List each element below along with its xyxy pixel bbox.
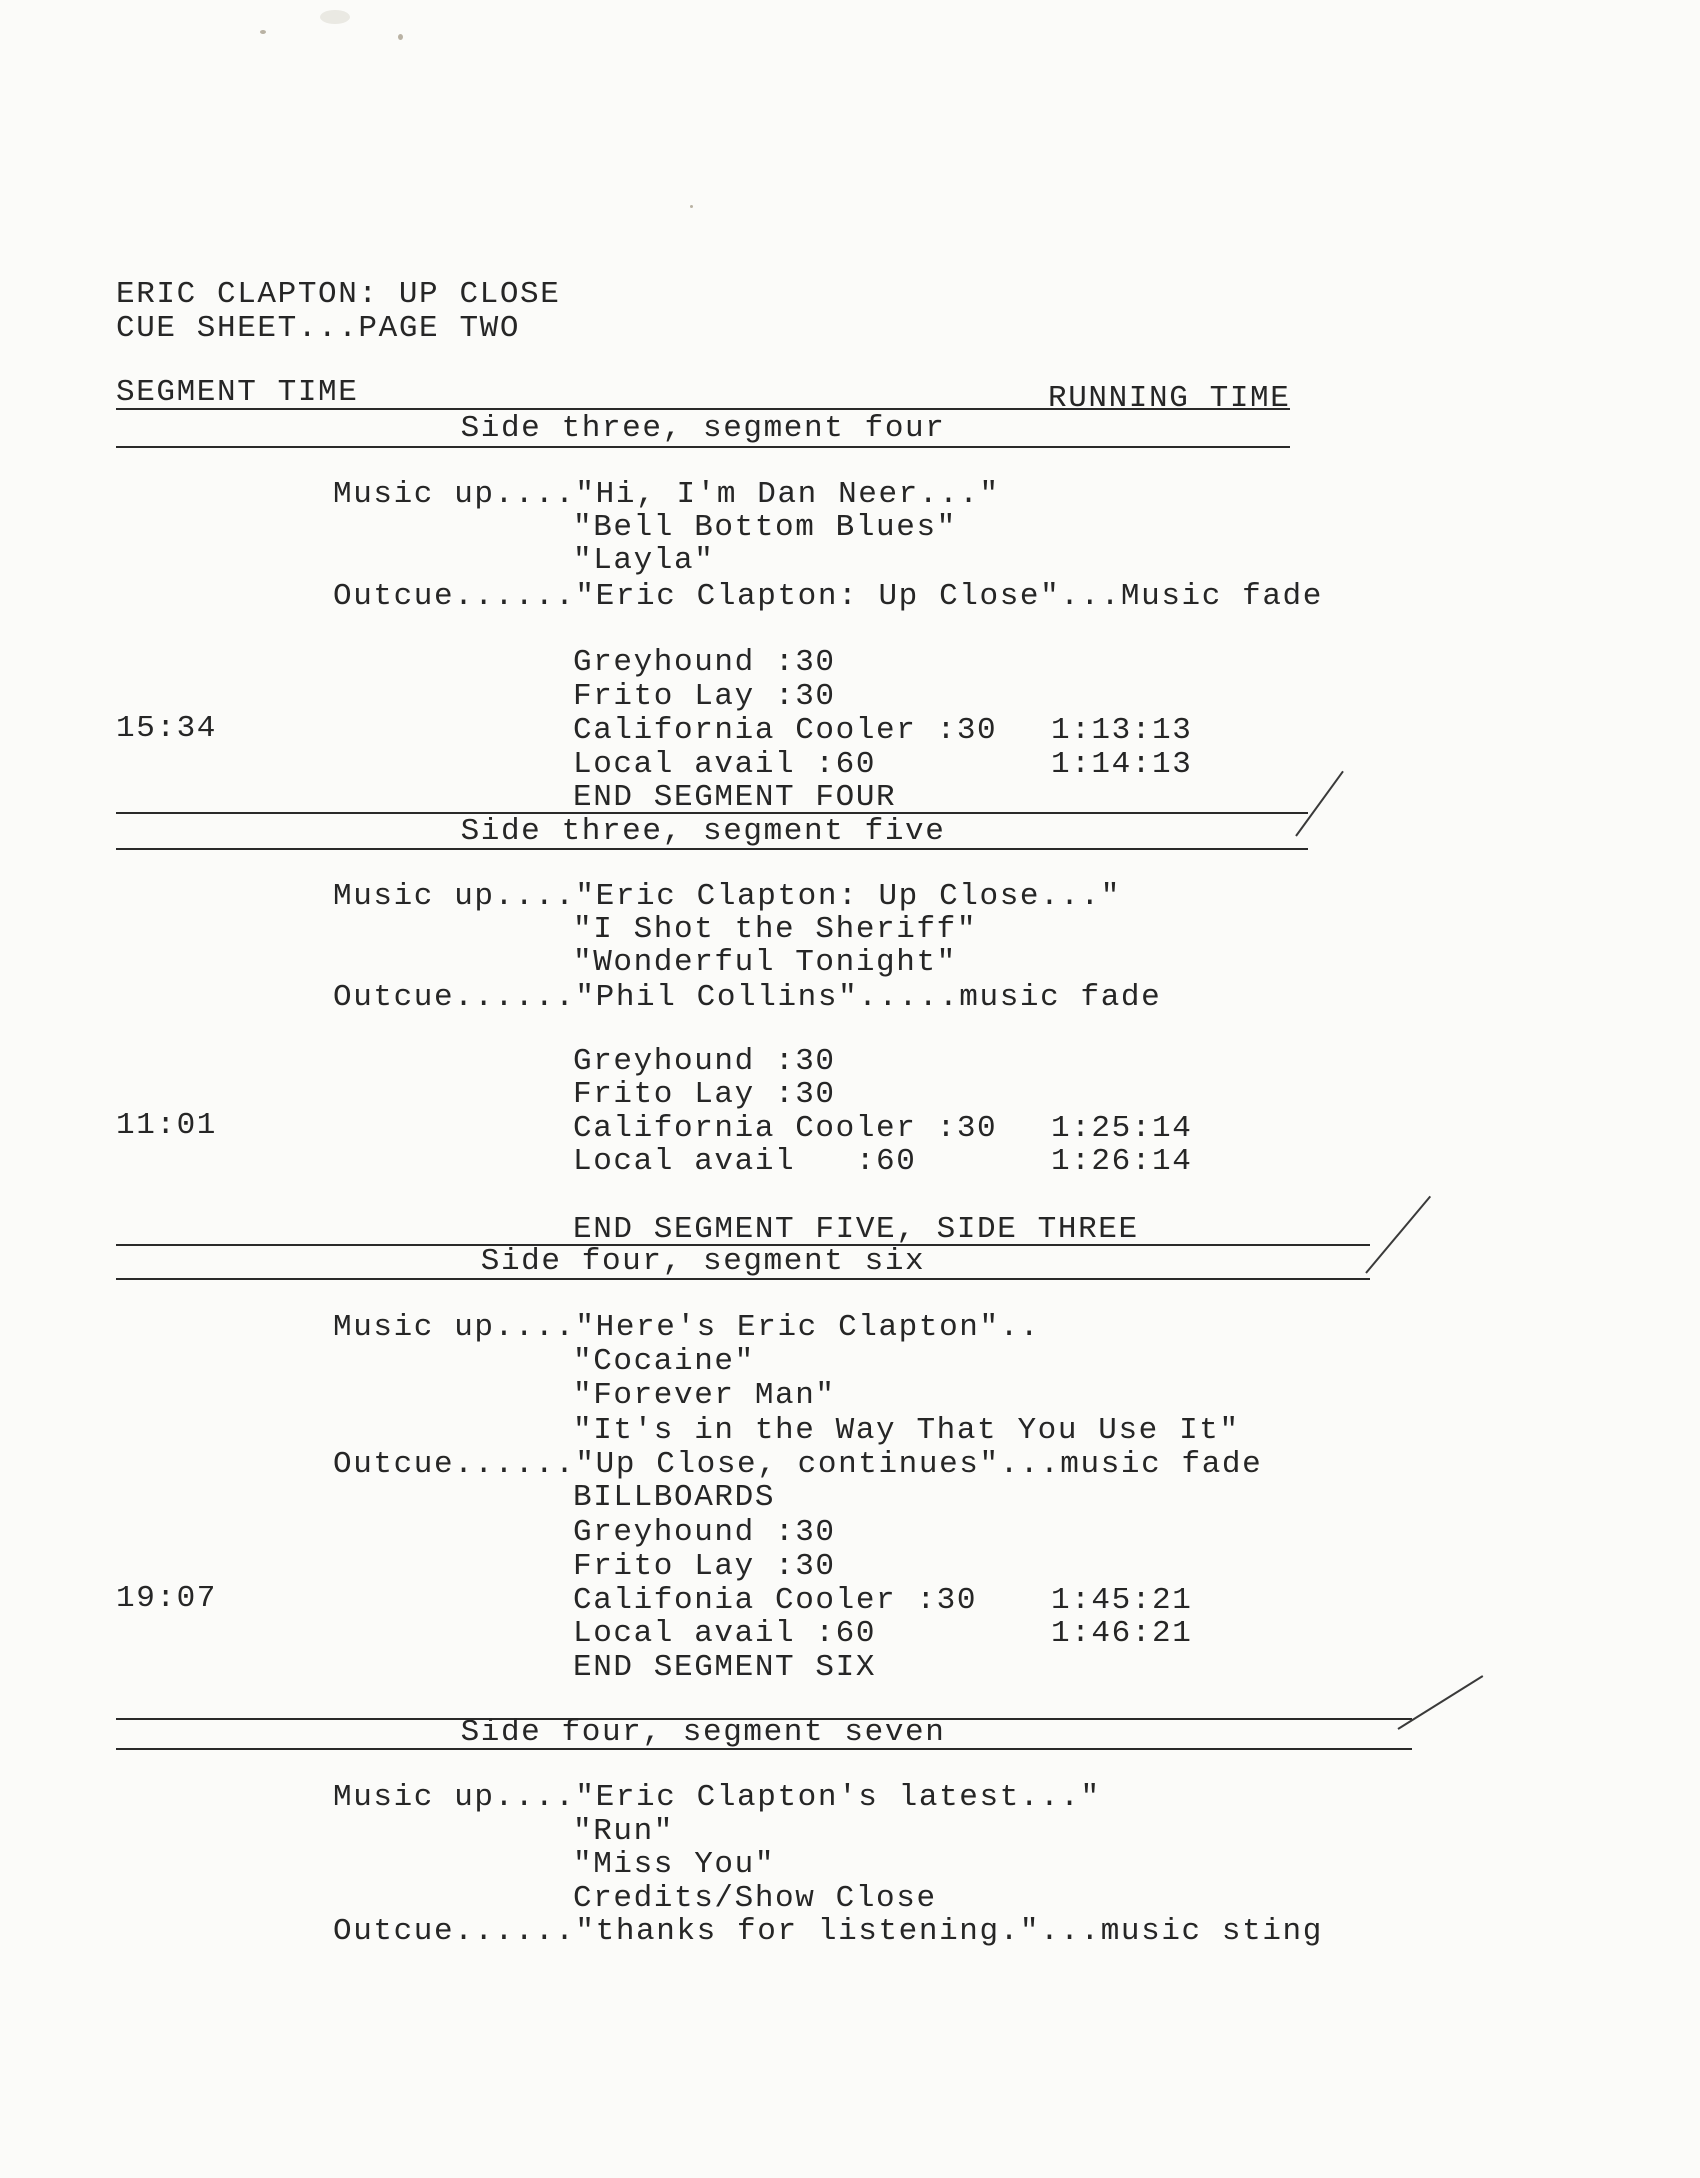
running-time-value: 1:25:14 xyxy=(1051,1111,1193,1146)
segment-time-value: 15:34 xyxy=(116,711,218,746)
paper-stain xyxy=(320,10,350,24)
spot-entry: California Cooler :30 xyxy=(573,1111,998,1146)
music-up-cue: Music up...."Hi, I'm Dan Neer..." xyxy=(333,477,1000,512)
column-header-underline xyxy=(116,408,1290,410)
spot-entry: Greyhound :30 xyxy=(573,1515,836,1550)
segment-end-label: END SEGMENT FOUR xyxy=(573,780,897,815)
spot-entry: Greyhound :30 xyxy=(573,645,836,680)
running-time-value: 1:45:21 xyxy=(1051,1583,1193,1618)
running-time-value: 1:13:13 xyxy=(1051,713,1193,748)
check-mark xyxy=(1295,771,1344,837)
segment-heading-rule xyxy=(116,1748,1412,1750)
segment-end-label: END SEGMENT SIX xyxy=(573,1650,877,1685)
outcue: Outcue......"Up Close, continues"...music fade xyxy=(333,1447,1263,1482)
music-up-cue: Music up...."Here's Eric Clapton".. xyxy=(333,1310,1041,1345)
check-mark xyxy=(1397,1675,1483,1730)
segment-heading: Side three, segment four xyxy=(460,411,946,446)
segment-time-value: 19:07 xyxy=(116,1581,218,1616)
music-up-cue: Music up...."Eric Clapton's latest..." xyxy=(333,1780,1101,1815)
paper-speck xyxy=(260,30,266,34)
document-title: ERIC CLAPTON: UP CLOSE xyxy=(116,277,561,312)
running-time-value: 1:26:14 xyxy=(1051,1144,1193,1179)
spot-entry: Greyhound :30 xyxy=(573,1044,836,1079)
song-title: "Run" xyxy=(573,1814,675,1849)
document-subtitle: CUE SHEET...PAGE TWO xyxy=(116,311,521,346)
segment-heading: Side four, segment seven xyxy=(460,1715,946,1750)
music-up-cue: Music up...."Eric Clapton: Up Close..." xyxy=(333,879,1121,914)
spot-entry: Local avail :60 xyxy=(573,1144,917,1179)
outcue: Outcue......"Phil Collins".....music fade xyxy=(333,980,1162,1015)
segment-heading: Side three, segment five xyxy=(460,814,946,849)
credits-label: Credits/Show Close xyxy=(573,1881,937,1916)
outcue: Outcue......"thanks for listening."...music sting xyxy=(333,1914,1323,1949)
outcue: Outcue......"Eric Clapton: Up Close"...Music fade xyxy=(333,579,1323,614)
spot-entry: Frito Lay :30 xyxy=(573,1077,836,1112)
segment-heading-rule xyxy=(116,848,1308,850)
segment-heading-rule xyxy=(116,1278,1370,1280)
spot-entry: Local avail :60 xyxy=(573,1616,877,1651)
running-time-value: 1:14:13 xyxy=(1051,747,1193,782)
spot-entry: Califonia Cooler :30 xyxy=(573,1583,978,1618)
spot-entry: Frito Lay :30 xyxy=(573,679,836,714)
song-title: "I Shot the Sheriff" xyxy=(573,912,978,947)
song-title: "Wonderful Tonight" xyxy=(573,945,957,980)
column-header-segment-time: SEGMENT TIME xyxy=(116,375,359,410)
check-mark xyxy=(1365,1196,1431,1274)
billboards-label: BILLBOARDS xyxy=(573,1480,776,1515)
running-time-value: 1:46:21 xyxy=(1051,1616,1193,1651)
song-title: "Bell Bottom Blues" xyxy=(573,510,957,545)
paper-speck xyxy=(398,34,403,40)
paper-speck xyxy=(690,205,693,208)
segment-time-value: 11:01 xyxy=(116,1108,218,1143)
song-title: "Layla" xyxy=(573,543,715,578)
song-title: "Miss You" xyxy=(573,1847,776,1882)
spot-entry: Local avail :60 xyxy=(573,747,877,782)
segment-heading: Side four, segment six xyxy=(480,1244,926,1279)
spot-entry: California Cooler :30 xyxy=(573,713,998,748)
song-title: "It's in the Way That You Use It" xyxy=(573,1413,1240,1448)
song-title: "Forever Man" xyxy=(573,1378,836,1413)
segment-heading-rule xyxy=(116,446,1290,448)
column-header-running-time: RUNNING TIME xyxy=(1048,381,1291,416)
spot-entry: Frito Lay :30 xyxy=(573,1549,836,1584)
segment-end-label: END SEGMENT FIVE, SIDE THREE xyxy=(573,1212,1139,1247)
song-title: "Cocaine" xyxy=(573,1344,755,1379)
